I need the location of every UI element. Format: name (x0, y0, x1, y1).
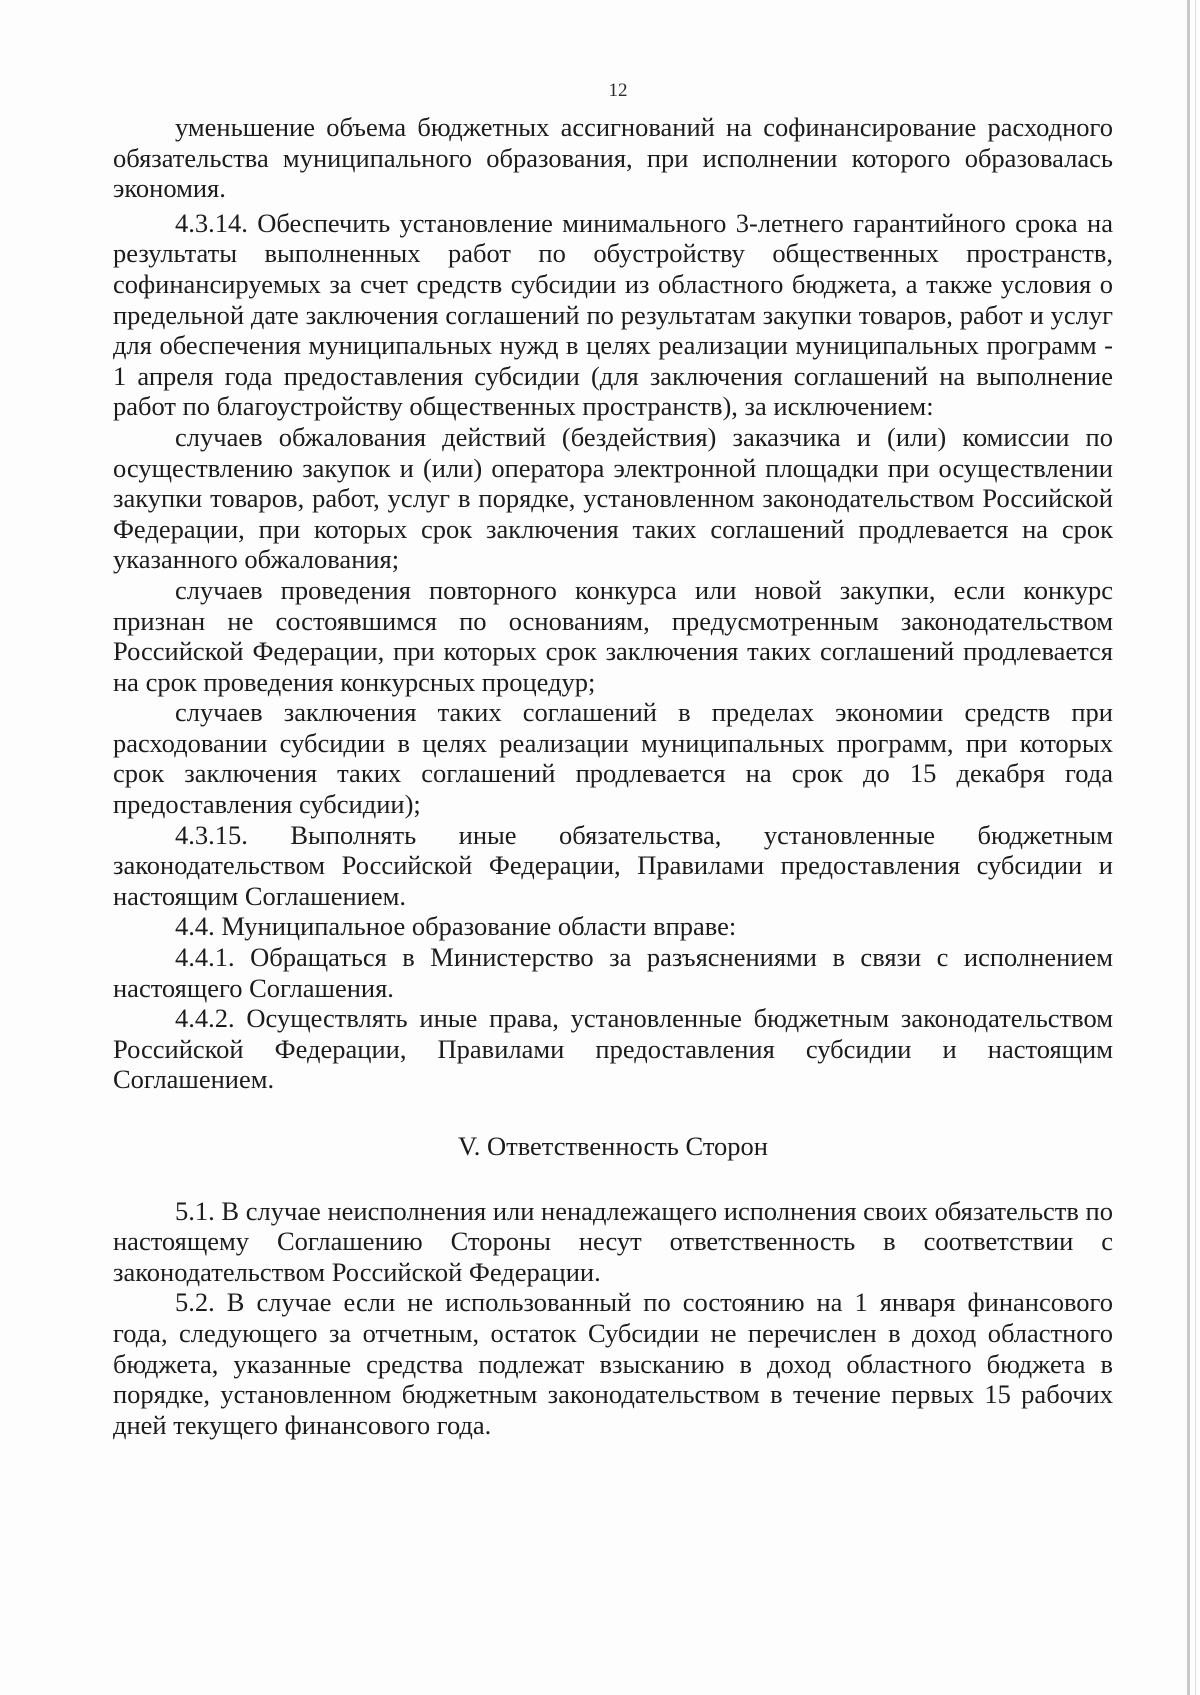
document-body (113, 112, 1113, 1440)
paragraph-appeal-cases: случаев обжалования действий (бездействия) заказчика и (или) комиссии по осуществлению закупок и (или) оператора электронной площадки при осуществлении закупки товаров, работ, услуг в порядке, установленном законодательством Российской Федерации, при которых срок заключения таких соглашений продлевается на срок указанного обжалования; (113, 421, 1113, 575)
paragraph-4-4-2: 4.4.2. Осуществлять иные права, установленные бюджетным законодательством Российской Федерации, Правилами предоставления субсидии и настоящим Соглашением. (113, 1003, 1113, 1095)
paragraph-savings-cases: случаев заключения таких соглашений в пределах экономии средств при расходовании субсидии в целях реализации муниципальных программ, при которых срок заключения таких соглашений продлевается на срок до 15 декабря года предоставления субсидии); (113, 697, 1113, 820)
page-number: 12 (608, 80, 628, 101)
paragraph-4-4: 4.4. Муниципальное образование области вправе: (175, 911, 737, 942)
paragraph-repeat-tender-cases: случаев проведения повторного конкурса или новой закупки, если конкурс признан не состоявшимся по основаниям, предусмотренным законодательством Российской Федерации, при которых срок заключения таких соглашений продлевается на срок проведения конкурсных процедур; (113, 574, 1113, 697)
paragraph-5-2: 5.2. В случае если не использованный по состоянию на 1 января финансового года, следующего за отчетным, остаток Субсидии не перечислен в доход областного бюджета, указанные средства подлежат взысканию в доход областного бюджета в порядке, установленном бюджетным законодательством в течение первых 15 рабочих дней текущего финансового года. (113, 1287, 1113, 1440)
section-heading: V. Ответственность Сторон (458, 1131, 768, 1161)
scan-edge-shadow (1187, 0, 1190, 1695)
paragraph-5-1: 5.1. В случае неисполнения или ненадлежащего исполнения своих обязательств по настоящему Соглашению Стороны несут ответственность в соответствии с законодательством Российской Федерации. (113, 1195, 1113, 1287)
scan-edge-line (1195, 0, 1196, 1695)
paragraph-4-3-14: 4.3.14. Обеспечить установление минимального 3-летнего гарантийного срока на результаты выполненных работ по обустройству общественных пространств, софинансируемых за счет средств субсидии из областного бюджета, а также условия о предельной дате заключения соглашений по результатам закупки товаров, работ и услуг для обеспечения муниципальных нужд в целях реализации муниципальных программ - 1 апреля года предоставления субсидии (для заключения соглашений на выполнение работ по благоустройству общественных пространств), за исключением: (113, 207, 1113, 422)
paragraph-4-3-15: 4.3.15. Выполнять иные обязательства, установленные бюджетным законодательством Российской Федерации, Правилами предоставления субсидии и настоящим Соглашением. (113, 819, 1113, 911)
paragraph-4-4-1: 4.4.1. Обращаться в Министерство за разъяснениями в связи с исполнением настоящего Соглашения. (113, 942, 1113, 1003)
paragraph-budget-reduction: уменьшение объема бюджетных ассигнований на софинансирование расходного обязательства муниципального образования, при исполнении которого образовалась экономия. (113, 112, 1113, 204)
